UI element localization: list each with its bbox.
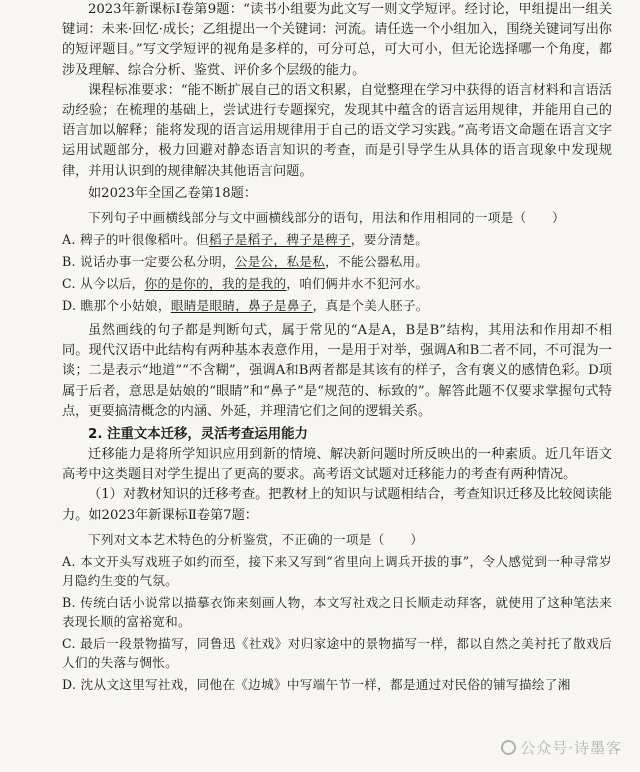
question-2-option-c: C. 最后一段景物描写，同鲁迅《社戏》对归家途中的景物描写一样，都以自然之美衬托了散戏后人们的失落与惆怅。 (62, 635, 612, 670)
option-text: ，要分清楚。 (350, 232, 429, 248)
section-heading: 2. 注重文本迁移，灵活考查运用能力 (88, 427, 308, 443)
underlined-text: 眼睛是眼睛，鼻子是鼻子 (170, 298, 313, 314)
paragraph-intro-question: 2023年新课标Ⅰ卷第9题：“读书小组要为此文写一则文学短评。经讨论，甲组提出一组关键词：未来·回忆·成长；乙组提出一个关键词：河流。请任选一个小组加入，围绕关键词写出你的短评题目。”写文学短评的视角是多样的，可分可总，可大可小，但无论选择哪一个角度，都涉及理解、综合分析、鉴赏、评价多个层级的能力。 (62, 2, 612, 78)
option-text: ，咱们俩井水不犯河水。 (286, 276, 429, 292)
paragraph-analysis: 虽然画线的句子都是判断句式，属于常见的“A是A，B是B”结构，其用法和作用却不相同。现代汉语中此结构有两种基本表意作用，一是用于对举，强调A和B二者不同，不可混为一谈；二是表示“地道”“不含糊”，强调A和B两者都是其该有的样子，含有褒义的感情色彩。D项属于后者，意思是姑娘的“眼睛”和“鼻子”是“规范的、标致的”。解答此题不仅要求掌握句式特点，更要搞清概念的内涵、外延，并理清它们之间的逻辑关系。 (62, 323, 612, 419)
option-text: D. 瞧那个小姑娘， (62, 298, 171, 314)
watermark (501, 737, 622, 758)
option-text: A. 稗子的叶很像稻叶。但 (62, 232, 209, 248)
wechat-icon (501, 740, 516, 755)
question-1-option-d (62, 296, 612, 315)
underlined-text: 稻子是稻子，稗子是稗子 (208, 232, 351, 248)
paragraph-transfer-ability: 迁移能力是将所学知识应用到新的情境、解决新问题时所反映出的一种素质。近几年语文高考中这类题目对学生提出了更高的要求。高考语文试题对迁移能力的考查有两种情况。 (62, 447, 612, 483)
option-text: ，不能公器私用。 (325, 254, 429, 270)
question-1-option-c (62, 274, 612, 293)
question-2-option-b: B. 传统白话小说常以描摹衣饰来刻画人物，本文写社戏之日长顺走动拜客，就使用了这种笔法来表现长顺的富裕宽和。 (62, 594, 612, 629)
underlined-text: 公是公，私是私 (234, 254, 326, 270)
question-1-option-a (62, 230, 612, 249)
question-2-option-a: A. 本文开头写戏班子如约而至，接下来又写到“省里向上调兵开拔的事”，令人感觉到一种寻常岁月隐约生变的气氛。 (62, 553, 612, 588)
watermark-text: 公众号·诗墨客 (520, 739, 622, 757)
underlined-text: 你的是你的，我的是我的 (144, 276, 287, 292)
question-block-2 (62, 530, 612, 694)
question-1-option-b (62, 252, 612, 271)
question-block-1 (62, 208, 612, 315)
paragraph-textbook-transfer: （1）对教材知识的迁移考查。把教材上的知识与试题相结合，考查知识迁移及比较阅读能力。如2023年新课标Ⅱ卷第7题： (62, 487, 612, 523)
paragraph-example-intro: 如2023年全国乙卷第18题： (88, 185, 258, 201)
paragraph-curriculum-standard: 课程标准要求：“能不断扩展自己的语文积累，自觉整理在学习中获得的语言材料和言语活动经验；在梳理的基础上，尝试进行专题探究，发现其中蕴含的语言运用规律，并能用自己的语言加以解释；能将发现的语言运用规律用于自己的语文学习实践。”高考语文命题在语言文字运用试题部分，极力回避对静态语言知识的考查，而是引导学生从具体的语言现象中发现规律，并用认识到的规律解决其他语言问题。 (62, 82, 612, 179)
question-1-stem: 下列句子中画横线部分与文中画横线部分的语句，用法和作用相同的一项是（ ） (88, 210, 566, 226)
question-2-option-d: D. 沈从文这里写社戏，同他在《边城》中写端午节一样，都是通过对民俗的铺写描绘了湘 (62, 676, 571, 692)
option-text: ，真是个美人胚子。 (312, 298, 429, 314)
question-2-stem: 下列对文本艺术特色的分析鉴赏，不正确的一项是（ ） (88, 531, 424, 547)
option-text: C. 从今以后， (62, 276, 145, 292)
option-text: B. 说话办事一定要公私分明， (62, 254, 235, 270)
